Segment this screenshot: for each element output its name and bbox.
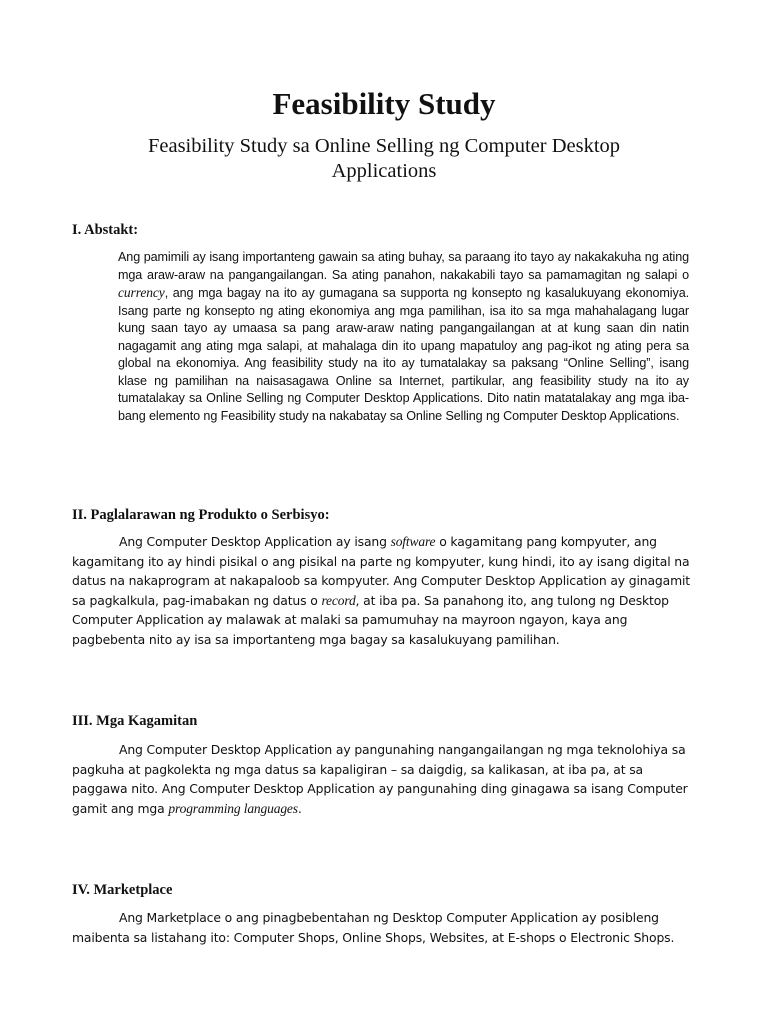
text-run: , ang mga bagay na ito ay gumagana sa supporta ng konsepto ng kasalukuyang ekonomiya. Isang parte ng konsepto ng ating ekonomiya ang mga pamilihan, isa ito sa mga mahahalagang lugar kung saan tayo ay umaasa sa pang araw-araw nating pangangailangan at at kung saan din natin nagagamit ang ating mga salapi, at mahalaga din ito upang mapatuloy ang pag-ikot ng ating pera sa global na ekonomiya. Ang feasibility study na ito ay tumatalakay sa paksang “Online Selling”, isang klase ng pamilihan na naisasagawa Online sa Internet, partikular, ang feasibility study na ito ay tumatalakay sa Online Selling ng Computer Desktop Applications. Dito natin matatalakay ang mga iba-bang elemento ng Feasibility study na nakabatay sa Online Selling ng Computer Desktop Applications. — [118, 286, 689, 423]
document-subtitle: Feasibility Study sa Online Selling ng Computer Desktop Applications — [147, 135, 621, 182]
text-run: Ang Computer Desktop Application ay pangunahing nangangailangan ng mga teknolohiya sa pagkuha at pagkolekta ng mga datus sa kapaligiran – sa daigdig, sa kalikasan, at iba pa, at sa paggawa nito. Ang Computer Desktop Application ay pangunahing ding ginagawa sa isang Computer gamit ang mga — [72, 742, 688, 816]
emphasis-software: software — [390, 534, 436, 549]
section-heading-abstract: I. Abstakt: — [72, 222, 139, 238]
emphasis-programming-languages: programming languages — [168, 800, 298, 816]
emphasis-currency: currency — [118, 285, 165, 300]
text-run: o kagamitang pang kompyuter, ang kagamitang ito ay hindi pisikal o ang pisikal na parte ng kompyuter, kung hindi, ito ay isang digital na datus na nakaprogram at nakapaloob sa kompyuter. Ang Computer Desktop Application ay ginagamit sa pagkalkula, pag-imabakan ng datus o — [72, 534, 690, 608]
marketplace-paragraph: Ang Marketplace o ang pinagbebentahan ng Desktop Computer Application ay posibleng maibenta sa listahang ito: Computer Shops, Online Shops, Websites, at E-shops o Electronic Shops. — [72, 910, 675, 945]
text-run: . — [297, 800, 302, 816]
section-heading-marketplace: IV. Marketplace — [72, 882, 173, 898]
text-run: Ang pamimili ay isang importanteng gawain sa ating buhay, sa paraang ito tayo ay nakakakuha ng ating mga araw-araw na pangangailangan. Sa ating panahon, nakakabili tayo sa pamamagitan ng salapi o — [118, 250, 689, 282]
materials-paragraph — [72, 740, 690, 818]
section-heading-materials: III. Mga Kagamitan — [72, 713, 198, 729]
abstract-paragraph — [118, 249, 689, 425]
section-heading-product: II. Paglalarawan ng Produkto o Serbisyo: — [72, 507, 330, 523]
text-run: Ang Computer Desktop Application ay isang — [119, 534, 391, 549]
product-paragraph — [72, 532, 690, 650]
document-title: Feasibility Study — [272, 86, 496, 121]
emphasis-record: record — [321, 592, 356, 608]
text-run: , at iba pa. Sa panahong ito, ang tulong ng Desktop Computer Application ay malawak at malaki sa pamumuhay na mayroon ngayon, kaya ang pagbebenta nito ay isa sa importanteng mga bagay sa kasalukuyang pamilihan. — [72, 592, 669, 647]
